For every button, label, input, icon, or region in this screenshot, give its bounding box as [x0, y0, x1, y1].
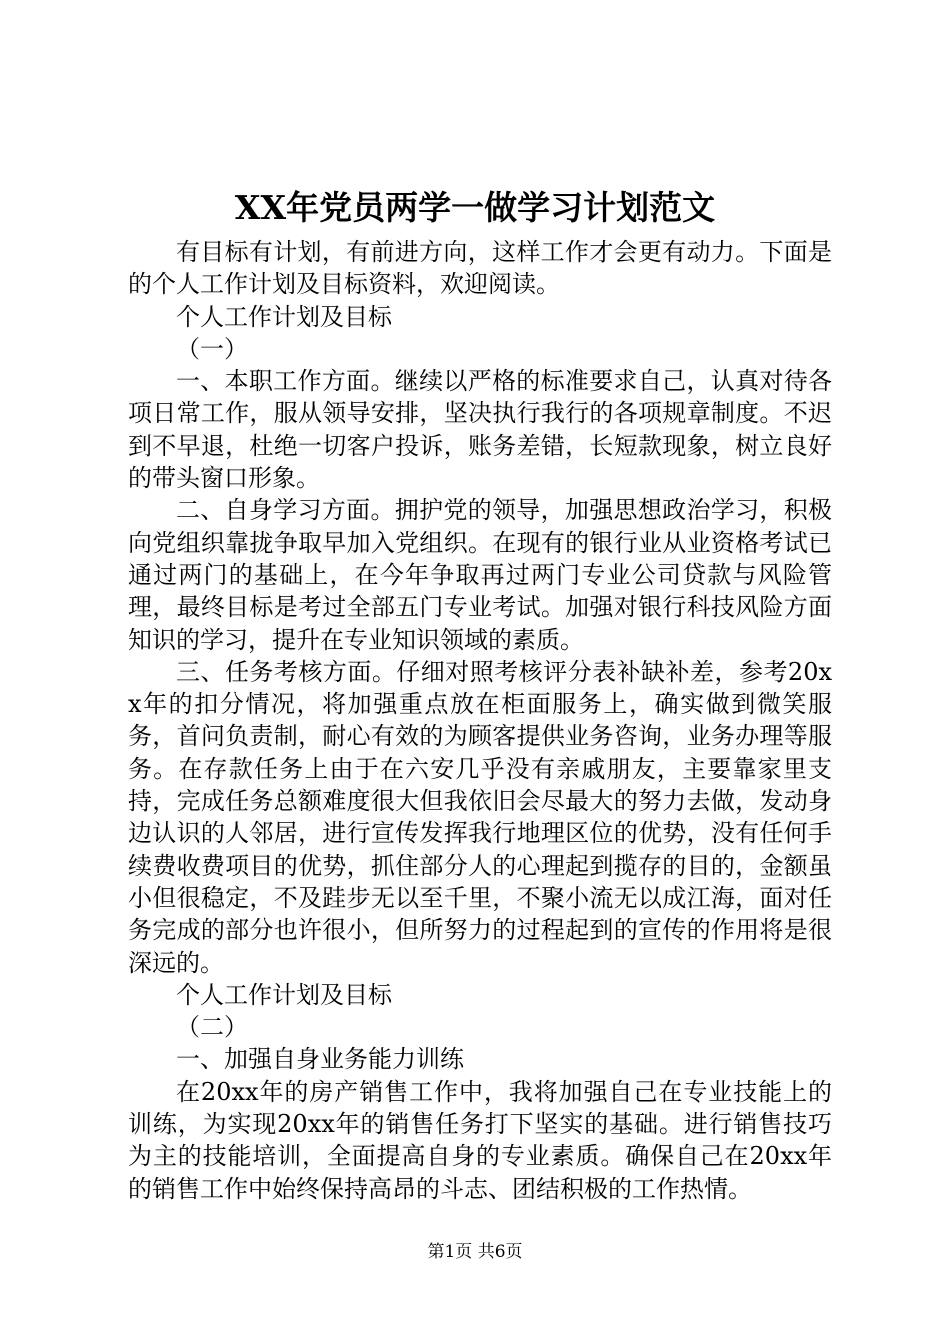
- section-heading-1: 个人工作计划及目标: [176, 302, 392, 331]
- page-number-footer: 第1页 共6页: [427, 1242, 523, 1262]
- section-heading-2: 个人工作计划及目标: [176, 980, 392, 1009]
- paragraph-sales-training: 在20xx年的房产销售工作中，我将加强自己在专业技能上的训练，为实现20xx年的销售任务打下坚实的基础。进行销售技巧为主的技能培训，全面提高自身的专业素质。确保自己在20xx年的销售工作中始终保持高昂的斗志、团结积极的工作热情。: [128, 1077, 832, 1203]
- paragraph-job-work: 一、本职工作方面。继续以严格的标准要求自己，认真对待各项日常工作，服从领导安排，坚决执行我行的各项规章制度。不迟到不早退，杜绝一切客户投诉，账务差错，长短款现象，树立良好的带头窗口形象。: [128, 367, 832, 493]
- section-number-2: （二）: [176, 1013, 248, 1042]
- paragraph-task-assessment: 三、任务考核方面。仔细对照考核评分表补缺补差，参考20xx年的扣分情况，将加强重点放在柜面服务上，确实做到微笑服务，首问负责制，耐心有效的为顾客提供业务咨询，业务办理等服务。在存款任务上由于在六安几乎没有亲戚朋友，主要靠家里支持，完成任务总额难度很大但我依旧会尽最大的努力去做，发动身边认识的人邻居，进行宣传发挥我行地理区位的优势，没有任何手续费收费项目的优势，抓住部分人的心理起到揽存的目的，金额虽小但很稳定，不及跬步无以至千里，不聚小流无以成江海，面对任务完成的部分也许很小，但所努力的过程起到的宣传的作用将是很深远的。: [128, 657, 832, 977]
- document-title: XX年党员两学一做学习计划范文: [234, 188, 716, 227]
- section-number-1: （一）: [176, 334, 248, 363]
- paragraph-self-study: 二、自身学习方面。拥护党的领导，加强思想政治学习，积极向党组织靠拢争取早加入党组织。在现有的银行业从业资格考试已通过两门的基础上，在今年争取再过两门专业公司贷款与风险管理，最终目标是考过全部五门专业考试。加强对银行科技风险方面知识的学习，提升在专业知识领域的素质。: [128, 496, 832, 654]
- intro-paragraph: 有目标有计划，有前进方向，这样工作才会更有动力。下面是的个人工作计划及目标资料，欢迎阅读。: [128, 238, 832, 299]
- subheading-business-training: 一、加强自身业务能力训练: [176, 1045, 464, 1074]
- document-body: [128, 236, 832, 1205]
